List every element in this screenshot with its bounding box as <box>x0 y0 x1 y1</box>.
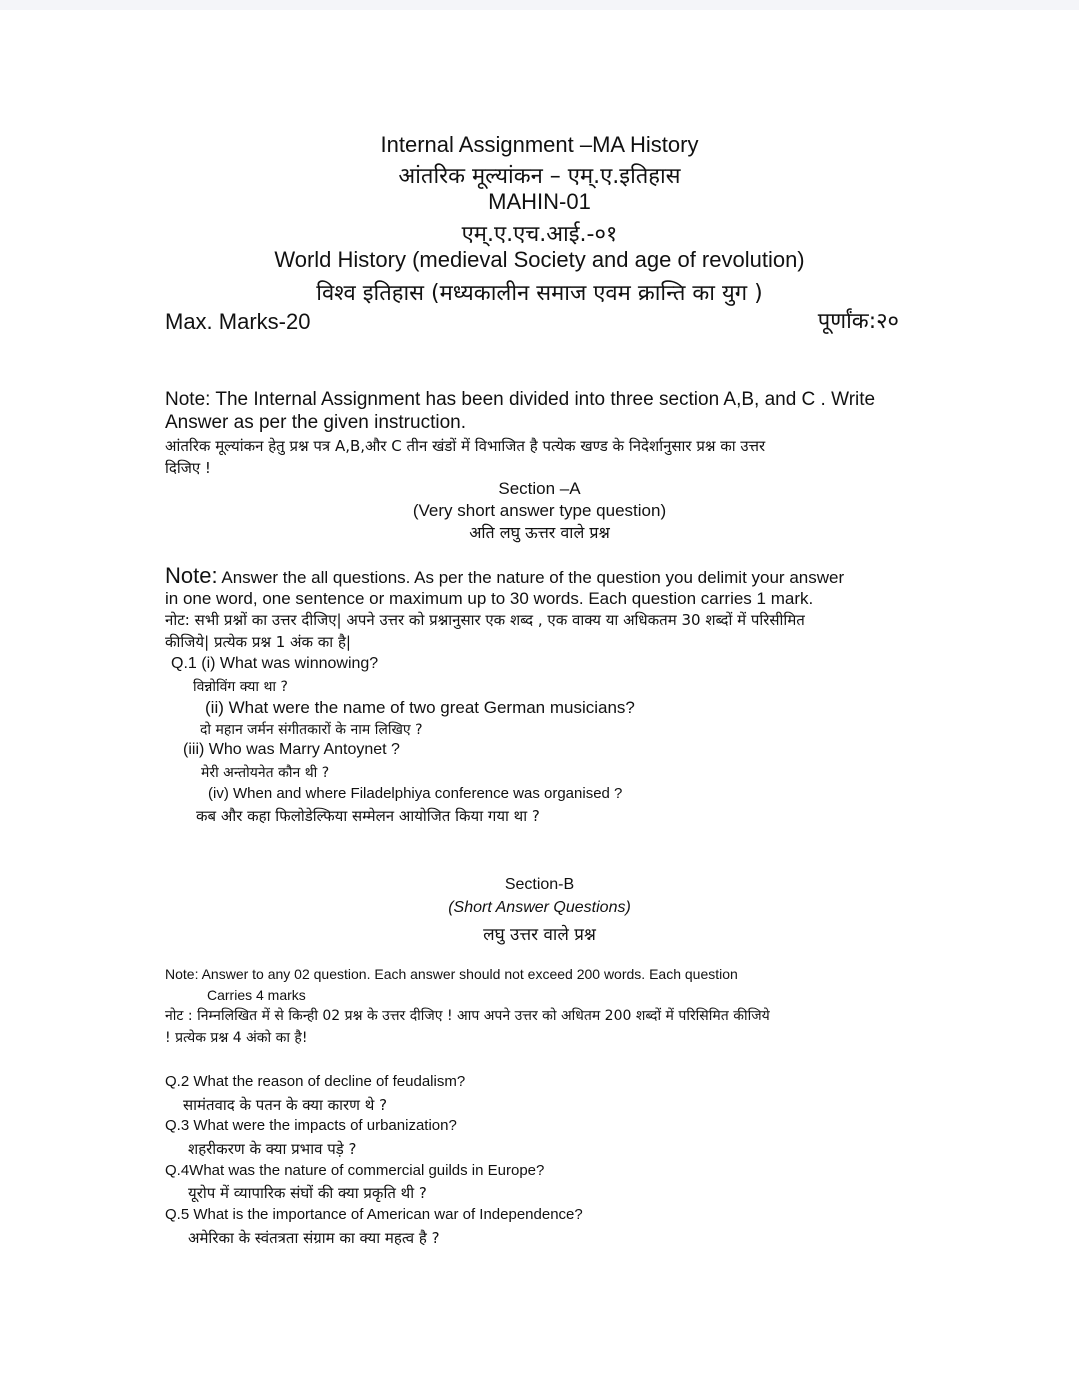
general-note-en-1: Note: The Internal Assignment has been divided into three section A,B, and C . Write <box>165 389 876 410</box>
general-note-en-2: Answer as per the given instruction. <box>165 412 466 433</box>
course-code-english: MAHIN-01 <box>488 189 591 214</box>
section-a-note-en-1 <box>165 563 844 589</box>
section-b-note-hi-2: ! प्रत्येक प्रश्न 4 अंको का है! <box>165 1030 308 1046</box>
question-a4-hi: कब और कहा फिलोडेल्फिया सम्मेलन आयोजित किया गया था ? <box>196 807 540 825</box>
general-note-hi-2: दिजिए ! <box>165 459 211 477</box>
question-b3-en: Q.3 What were the impacts of urbanization? <box>165 1117 457 1134</box>
question-b3-hi: शहरीकरण के क्या प्रभाव पड़े ? <box>188 1140 357 1158</box>
section-a-title: Section –A <box>498 479 581 498</box>
question-a2-hi: दो महान जर्मन संगीतकारों के नाम लिखिए ? <box>200 722 423 738</box>
section-b-subtitle-en: (Short Answer Questions) <box>448 899 631 916</box>
question-a1-en: Q.1 (i) What was winnowing? <box>171 655 379 672</box>
subject-english: World History (medieval Society and age of revolution) <box>274 247 805 272</box>
section-b-note-hi-1: नोट : निम्नलिखित में से किन्ही 02 प्रश्न के उत्तर दीजिए ! आप अपने उत्तर को अधितम 200 शब्दों में परिसिमित कीजिये <box>165 1008 770 1024</box>
section-b-title: Section-B <box>504 876 575 893</box>
question-a1-hi: विन्नोविंग क्या था ? <box>193 679 288 695</box>
question-a2-en: (ii) What were the name of two great German musicians? <box>205 698 635 717</box>
question-b2-hi: सामंतवाद के पतन के क्या कारण थे ? <box>183 1096 388 1114</box>
note-label: Note: <box>165 563 218 588</box>
general-note-hi-1: आंतरिक मूल्यांकन हेतु प्रश्न पत्र A,B,और C तीन खंडों में विभाजित है पत्येक खण्ड के निदेर्शानुसार प्रश्न का उत्तर <box>165 437 766 455</box>
question-a3-hi: मेरी अन्तोयनेत कौन थी ? <box>201 765 330 781</box>
section-a-note-en-2: in one word, one sentence or maximum up to 30 words. Each question carries 1 mark. <box>165 589 814 608</box>
section-a-subtitle-en: (Very short answer type question) <box>412 501 667 520</box>
title-english: Internal Assignment –MA History <box>380 132 699 157</box>
section-a-subtitle-hi: अति लघु ऊत्तर वाले प्रश्न <box>469 523 610 542</box>
course-code-hindi: एम्.ए.एच.आई.-०१ <box>461 222 618 247</box>
question-a4-en: (iv) When and where Filadelphiya conference was organised ? <box>208 785 623 802</box>
subject-hindi: विश्व इतिहास (मध्यकालीन समाज एवम क्रान्ति का युग ) <box>316 281 763 306</box>
top-bar <box>0 0 1079 10</box>
section-a-note-hi-1: नोट: सभी प्रश्नों का उत्तर दीजिए| अपने उत्तर को प्रश्नानुसार एक शब्द , एक वाक्य या अधिकतम 30 शब्दों में परिसीमित <box>165 611 805 629</box>
section-b-subtitle-hi: लघु उत्तर वाले प्रश्न <box>483 925 596 945</box>
title-hindi: आंतरिक मूल्यांकन – एम्.ए.इतिहास <box>398 164 681 189</box>
section-a-note-hi-2: कीजिये| प्रत्येक प्रश्न 1 अंक का है| <box>165 633 351 651</box>
question-b5-en: Q.5 What is the importance of American war of Independence? <box>165 1206 583 1223</box>
question-b5-hi: अमेरिका के स्वंतत्रता संग्राम का क्या महत्व है ? <box>188 1229 440 1247</box>
max-marks-english: Max. Marks-20 <box>165 309 311 334</box>
section-b-note-en-2: Carries 4 marks <box>207 987 306 1003</box>
question-a3-en: (iii) Who was Marry Antoynet ? <box>183 741 400 758</box>
question-b4-hi: यूरोप में व्यापारिक संघों की क्या प्रकृति थी ? <box>188 1184 427 1202</box>
max-marks-hindi: पूर्णांक:२० <box>817 309 899 334</box>
question-b2-en: Q.2 What the reason of decline of feudalism? <box>165 1073 466 1090</box>
note-text: Answer the all questions. As per the nature of the question you delimit your answer <box>217 568 845 587</box>
question-b4-en: Q.4What was the nature of commercial guilds in Europe? <box>165 1162 545 1179</box>
section-b-note-en-1: Note: Answer to any 02 question. Each answer should not exceed 200 words. Each question <box>165 966 738 982</box>
